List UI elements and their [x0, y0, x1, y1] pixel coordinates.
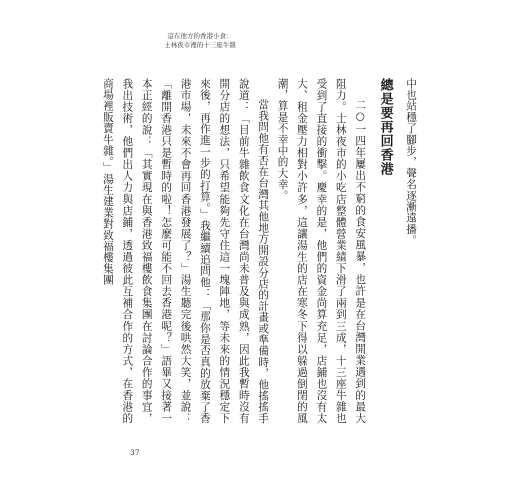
running-head: [140, 32, 260, 50]
body-text: [98, 78, 421, 424]
paragraph-food-safety: 二○一四年屢出不窮的食安風暴，也許是在台灣開業遇到的最大阻力。士林夜市的小吃店整體營業績下滑了兩到三成，十三座牛雜也受到了直接的衝擊。慶幸的是，他們的資金尚算充足，店鋪也沒有太大、租金壓力相對小許多，這讓湯生的店在寒冬下得以躲過倒閉的風潮，算是不幸中的大幸。: [276, 78, 367, 424]
running-head-line-2: 士林夜市裡的十三座牛雜: [164, 41, 236, 49]
paragraph-continued: 中也站穩了腳步，聲名逐漸遠播。: [405, 78, 417, 246]
section-heading: 總是要再回香港: [377, 78, 393, 176]
running-head-line-1: 這在他方的香港小食：: [167, 32, 233, 40]
page-number: 37: [130, 448, 140, 457]
paragraph-interview: 當我問他有否在台灣其他地方開設分店的計畫或準備時，他搖搖手說道：「目前牛雜飲食文化在台灣尚未普及與成熟，因此我暫時沒有開分店的想法，只希望能夠先守住這一塊陣地，等未來的情況穩定下來後，再作進一步的打算。」我繼續追問他：「那你是否真的放棄了香港市場，未來不會再回香港發展了？」湯生聽完後哄然大笑，並說：「離開香港只是暫時的啦！怎麼可能不回去香港呢？」語畢又接著一本正經的說：「其實現在與香港致福樓飲食集團在討論合作的事宜，我出技術，他們出人力與店鋪，透過彼此互補合作的方式，在香港的商場裡販賣牛雜。」湯生建業對致福樓集團: [101, 78, 270, 424]
